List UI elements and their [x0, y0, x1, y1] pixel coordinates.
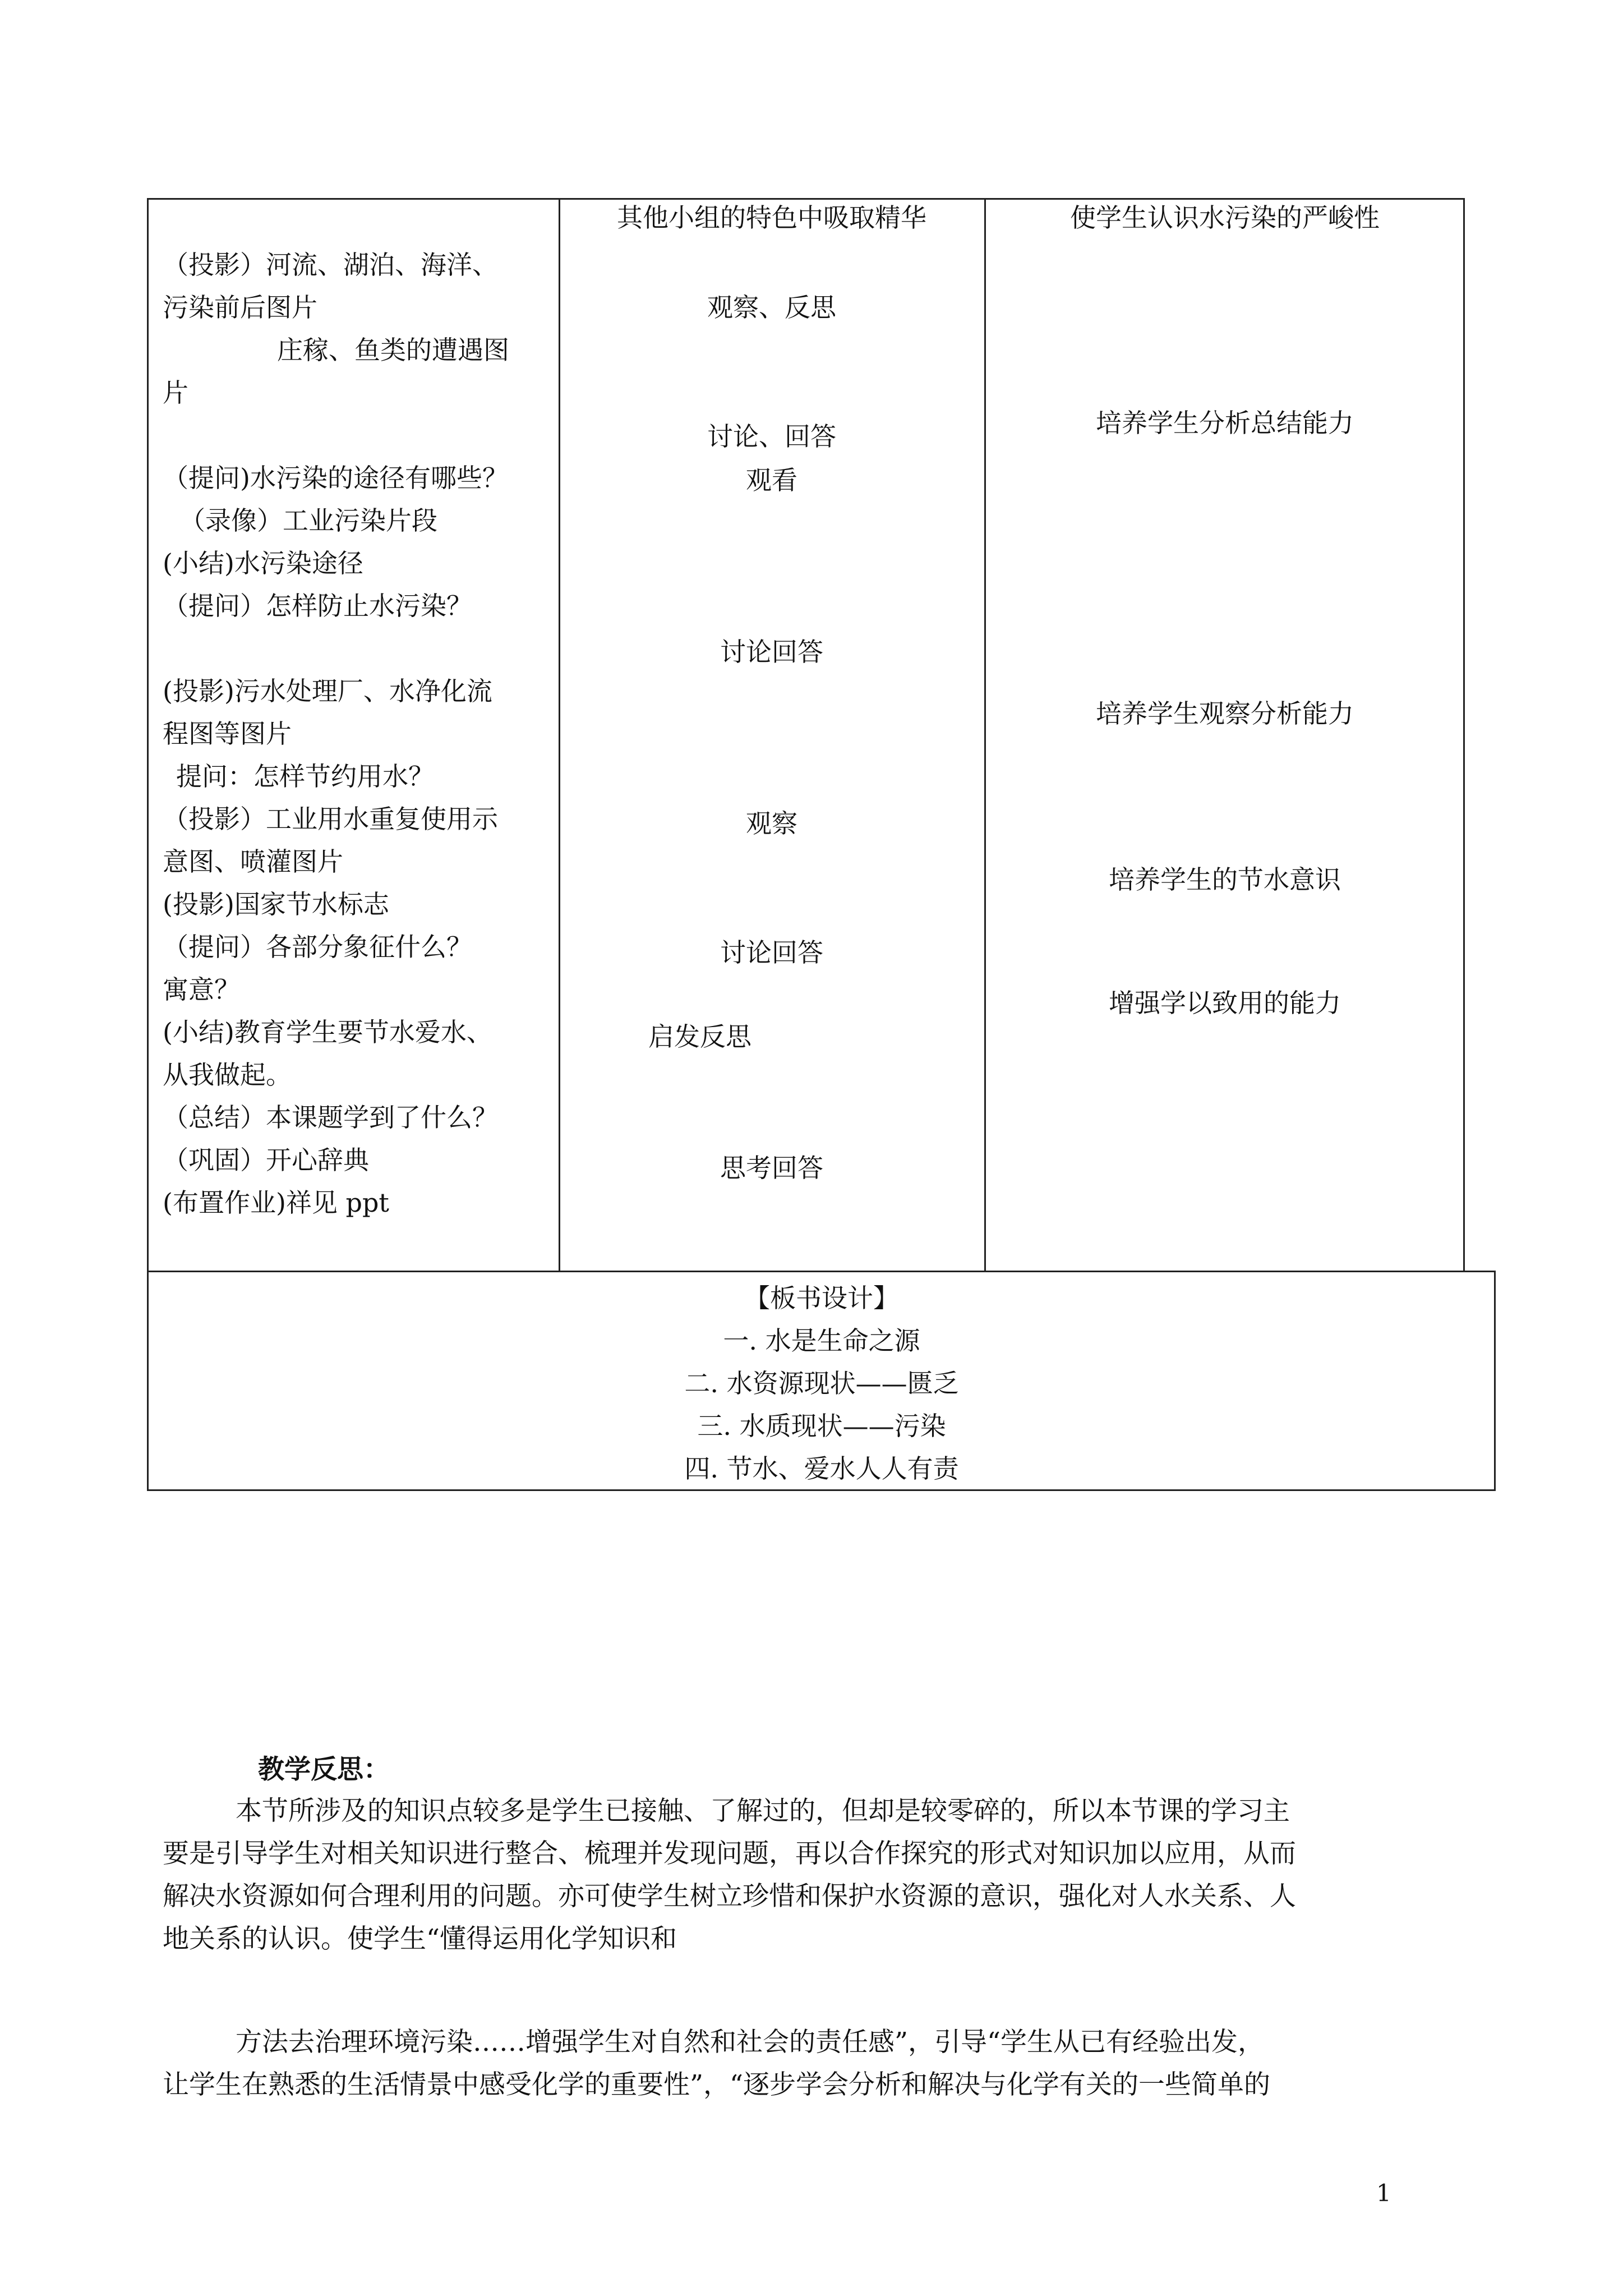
teacher-activity-line: （提问）怎样防止水污染？	[163, 591, 472, 621]
teacher-activity-line: （提问)水污染的途径有哪些？	[163, 463, 508, 493]
table-col-divider-1	[559, 198, 560, 1272]
design-intent-line: 培养学生分析总结能力	[1096, 408, 1354, 438]
student-activity-line: 其他小组的特色中吸取精华	[617, 203, 926, 233]
student-activity-line: 讨论、回答	[707, 421, 836, 452]
reflection-line: 让学生在熟悉的生活情景中感受化学的重要性”，“逐步学会分析和解决与化学有关的一些简单的	[163, 2069, 1271, 2100]
reflection-line: 要是引导学生对相关知识进行整合、梳理并发现问题，再以合作探究的形式对知识加以应用，从而	[163, 1838, 1296, 1869]
reflection-line: 方法去治理环境污染……增强学生对自然和社会的责任感”，引导“学生从已有经验出发，	[236, 2027, 1265, 2058]
teacher-activity-line: (小结)教育学生要节水爱水、	[163, 1017, 492, 1047]
teacher-activity-line: 寓意？	[163, 974, 240, 1005]
reflection-line: 本节所涉及的知识点较多是学生已接触、了解过的，但却是较零碎的，所以本节课的学习主	[236, 1796, 1290, 1826]
student-activity-line: 讨论回答	[720, 637, 823, 667]
board-design-item: 三. 水质现状——污染	[697, 1411, 946, 1441]
design-intent-line: 增强学以致用的能力	[1109, 988, 1341, 1018]
design-intent-line: 培养学生观察分析能力	[1096, 698, 1354, 729]
design-intent-line: 使学生认识水污染的严峻性	[1070, 203, 1380, 233]
teacher-activity-line: 提问：怎样节约用水？	[176, 761, 434, 792]
board-design-item: 二. 水资源现状——匮乏	[684, 1368, 959, 1398]
teacher-activity-line: （录像）工业污染片段	[179, 505, 437, 536]
teacher-activity-line: （巩固）开心辞典	[163, 1145, 369, 1175]
table-col-divider-2	[984, 198, 986, 1272]
teacher-activity-line: (投影)污水处理厂、水净化流	[163, 676, 492, 706]
student-activity-line: 观察、反思	[707, 292, 836, 323]
teacher-activity-line: (投影)国家节水标志	[163, 889, 389, 919]
reflection-line: 地关系的认识。使学生“懂得运用化学知识和	[163, 1924, 677, 1954]
student-activity-line: 讨论回答	[720, 937, 823, 968]
table-row-divider	[147, 1271, 1496, 1272]
page-number: 1	[1376, 2179, 1391, 2207]
teacher-activity-line: 从我做起。	[163, 1060, 292, 1090]
student-activity-line: 思考回答	[720, 1153, 823, 1183]
table-border-top	[147, 198, 1465, 200]
teacher-activity-line: 污染前后图片	[163, 292, 317, 323]
board-design-item: 四. 节水、爱水人人有责	[684, 1453, 959, 1484]
teacher-activity-line: （提问）各部分象征什么？	[163, 932, 472, 962]
teacher-activity-line: （总结）本课题学到了什么？	[163, 1102, 498, 1133]
teacher-activity-line: (布置作业)祥见 ppt	[163, 1188, 389, 1218]
board-design-item: 一. 水是生命之源	[723, 1326, 920, 1356]
teacher-activity-line: 片	[163, 378, 188, 408]
teacher-activity-line: 庄稼、鱼类的遭遇图	[277, 335, 509, 365]
teacher-activity-line: (小结)水污染途径	[163, 548, 363, 578]
teacher-activity-line: 意图、喷灌图片	[163, 846, 343, 877]
student-activity-line: 观察	[746, 808, 797, 839]
reflection-heading: 教学反思：	[258, 1754, 390, 1785]
table-border-bottom	[147, 1489, 1496, 1491]
board-design-title: 【板书设计】	[744, 1283, 899, 1313]
teacher-activity-line: （投影）工业用水重复使用示	[163, 804, 498, 834]
teacher-activity-line: 程图等图片	[163, 719, 292, 749]
table-border-right-upper	[1463, 198, 1465, 1272]
teacher-activity-line: （投影）河流、湖泊、海洋、	[163, 250, 498, 280]
reflection-line: 解决水资源如何合理利用的问题。亦可使学生树立珍惜和保护水资源的意识，强化对人水关系、人	[163, 1881, 1296, 1912]
design-intent-line: 培养学生的节水意识	[1109, 864, 1341, 895]
student-activity-line: 启发反思	[648, 1022, 751, 1052]
student-activity-line: 观看	[746, 465, 797, 495]
